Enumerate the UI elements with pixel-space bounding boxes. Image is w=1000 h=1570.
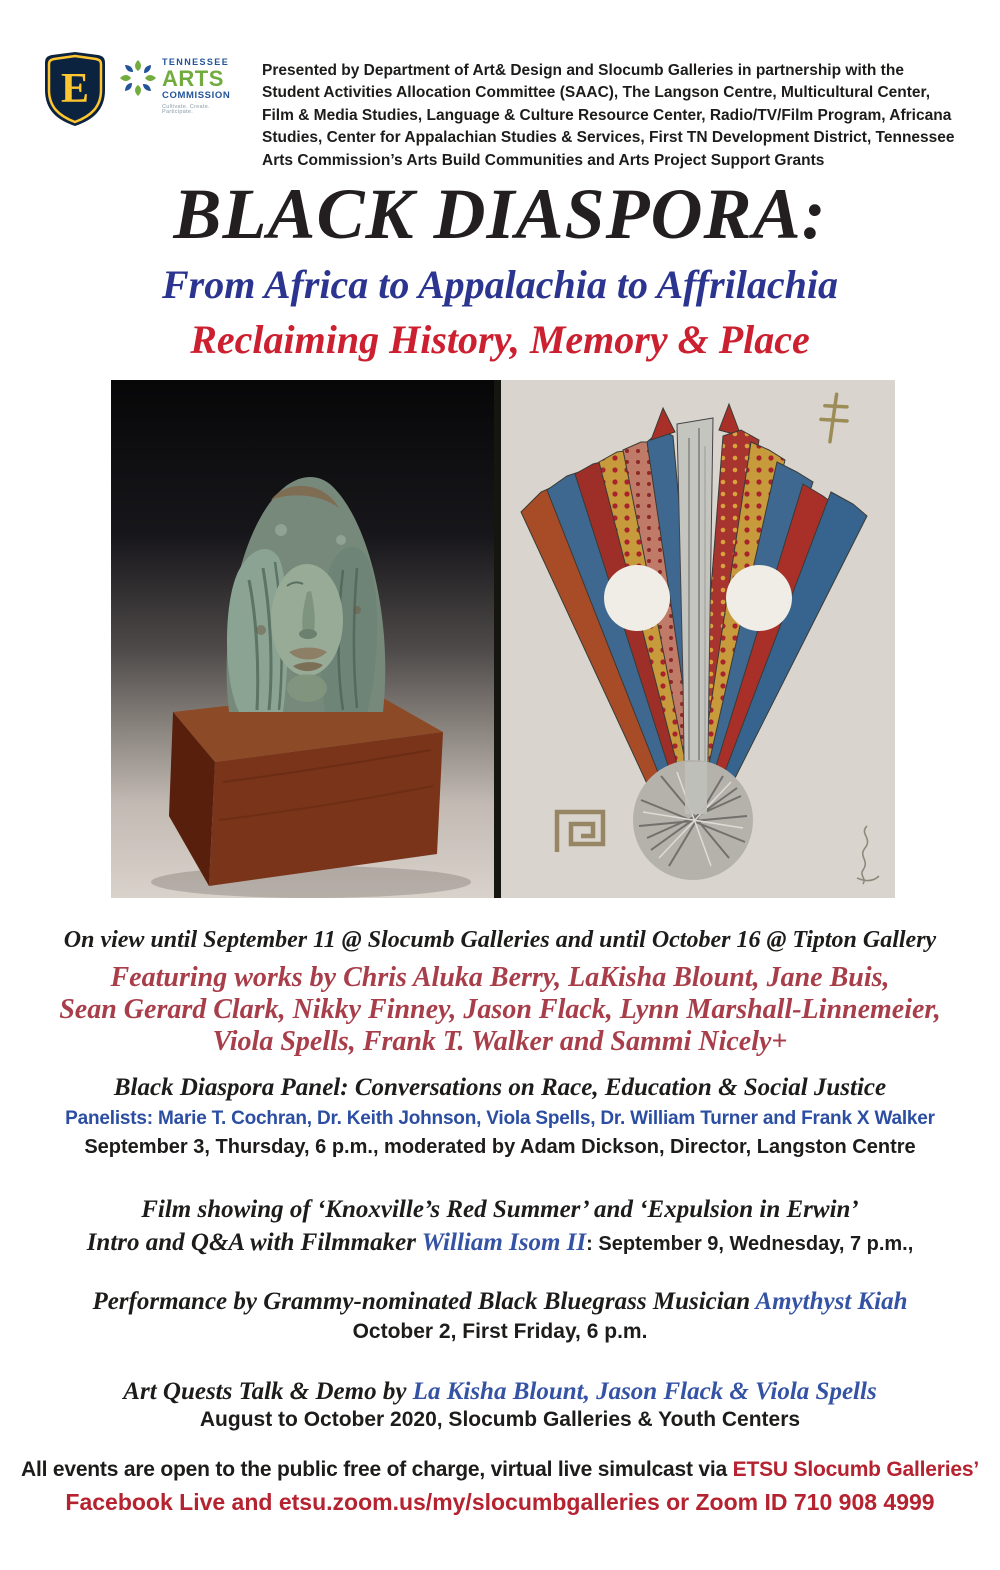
tac-label-tennessee: TENNESSEE — [162, 57, 230, 67]
tac-label-commission: COMMISSION — [162, 90, 231, 101]
film-intro-line — [0, 1229, 1000, 1257]
performance-line — [0, 1288, 1000, 1316]
film-intro-prefix: Intro and Q&A with Filmmaker — [86, 1229, 422, 1256]
poster-subtitle-red: Reclaiming History, Memory & Place — [190, 317, 810, 362]
tennessee-arts-commission-logo — [116, 56, 236, 120]
featuring-artists-block — [0, 962, 1000, 1058]
panel-event-title: Black Diaspora Panel: Conversations on Race, Education & Social Justice — [113, 1074, 887, 1101]
etsu-shield-logo — [42, 50, 108, 128]
tac-label-arts: ARTS — [162, 66, 224, 91]
performance-prefix: Performance by Grammy-nominated Black Bluegrass Musician — [92, 1288, 756, 1315]
panelists-line: Panelists: Marie T. Cochran, Dr. Keith Johnson, Viola Spells, Dr. William Turner and Frank X Walker — [65, 1108, 935, 1129]
featuring-line-2: Sean Gerard Clark, Nikky Finney, Jason Flack, Lynn Marshall-Linnemeier, — [59, 993, 941, 1025]
art-quests-prefix: Art Quests Talk & Demo by — [123, 1378, 413, 1405]
footer-open-text: All events are open to the public free of charge, virtual live simulcast via — [21, 1458, 733, 1481]
art-quests-names: La Kisha Blount, Jason Flack & Viola Spells — [412, 1378, 877, 1405]
tac-pinwheel-icon — [116, 56, 160, 100]
film-showing-line: Film showing of ‘Knoxville’s Red Summer’ and ‘Expulsion in Erwin’ — [141, 1196, 859, 1223]
tac-tagline: Cultivate. Create. Participate. — [162, 103, 210, 115]
art-quests-line — [0, 1378, 1000, 1406]
art-quests-datetime: August to October 2020, Slocumb Galleries & Youth Centers — [199, 1408, 801, 1431]
footer-galleries-name: ETSU Slocumb Galleries’ — [732, 1458, 979, 1481]
poster-subtitle-blue: From Africa to Appalachia to Affrilachia — [162, 262, 838, 307]
mask-artwork-image — [501, 380, 895, 898]
etsu-letter: E — [60, 66, 90, 112]
filmmaker-name: William Isom II — [421, 1229, 587, 1256]
performance-datetime: October 2, First Friday, 6 p.m. — [352, 1320, 648, 1343]
musician-name: Amythyst Kiah — [755, 1288, 908, 1315]
panel-datetime-line: September 3, Thursday, 6 p.m., moderated by Adam Dickson, Director, Langston Centre — [84, 1136, 916, 1158]
sculpture-artwork-image — [111, 380, 494, 898]
footer-line-2: Facebook Live and etsu.zoom.us/my/slocumbgalleries or Zoom ID 710 908 4999 — [65, 1489, 935, 1515]
artwork-row — [111, 380, 895, 898]
on-view-line: On view until September 11 @ Slocumb Galleries and until October 16 @ Tipton Gallery — [63, 927, 937, 953]
footer-line-1 — [0, 1458, 1000, 1482]
featuring-line-3: Viola Spells, Frank T. Walker and Sammi Nicely+ — [212, 1025, 788, 1057]
poster-title: BLACK DIASPORA: — [173, 174, 827, 254]
film-datetime: : September 9, Wednesday, 7 p.m., — [586, 1233, 914, 1255]
presented-by-text: Presented by Department of Art& Design and Slocumb Galleries in partnership with the Student Activities Allocation Committee (SAAC), The Langson Centre, Multicultural Center, Film & Media Studies, Language & Culture Resource Center, Radio/TV/Film Program, Africana Studies, Center for Appalachian Studies & Services, First TN Development District, Tennessee Arts Commission’s Arts Build Communities and Arts Project Support Grants — [262, 61, 955, 169]
featuring-line-1: Featuring works by Chris Aluka Berry, LaKisha Blount, Jane Buis, — [110, 962, 890, 993]
